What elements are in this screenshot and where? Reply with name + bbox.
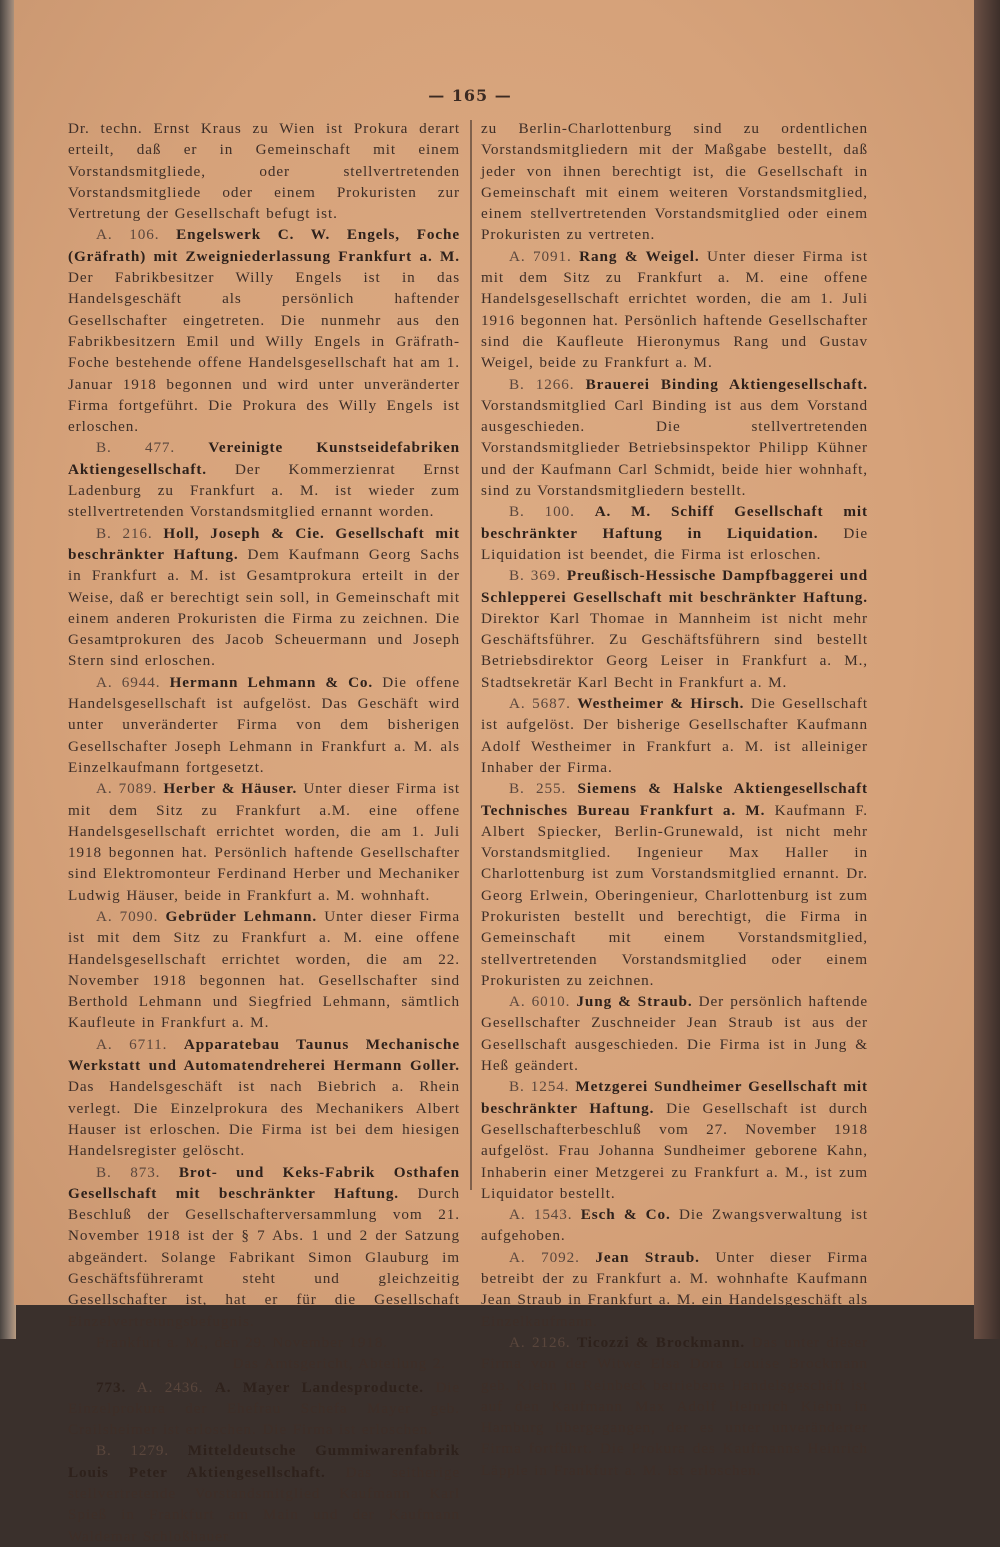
register-entry [481,501,868,565]
entry-text: Dr. techn. Ernst Kraus zu Wien ist Prokura derart erteilt, daß er in Gemeinschaft mit einem Vorstandsmitgliede, oder stellvertretenden Vorstandsmitgliede oder einem Prokuristen zur Vertretung der Gesellschaft befugt ist. [68,120,460,223]
entry-text: Vorstandsmitglied Carl Binding ist aus dem Vorstand ausgeschieden. Die stellvertretenden Vorstandsmitglieder Betriebsinspektor Philipp Kühner und der Kaufmann Carl Schmidt, beide hier wohnhaft, sind zu Vorstandsmitgliedern bestellt. [481,396,868,500]
register-entry [68,672,460,778]
entry-text: Die Gesellschaft ist aufgelöst. Der bisherige Gesellschafter Kaufmann Adolf Westheimer in Frankfurt a. M. ist alleiniger Inhaber der Firma. [481,695,869,776]
register-reference: B. 216. [96,524,153,542]
book-cover-edge [974,0,1000,1339]
register-entry [68,1162,460,1332]
firm-name: Brauerei Binding Aktiengesellschaft. [585,375,868,393]
register-reference: B. 1279. [96,1442,170,1460]
register-reference: A. 6944. [96,673,161,691]
register-reference: A. 7090. [96,907,159,925]
entry-text: Direktor Karl Thomae in Mannheim ist nicht mehr Geschäftsführer. Zu Geschäftsführern sind bestellt Betriebsdirektor Georg Leiser in Frankfurt a. M., Stadtsekretär Karl Becht in Frankfurt a. M. [481,609,868,691]
firm-name: Metzgerei Sundheimer Gesellschaft mit beschränkter Haftung. [481,1078,868,1117]
register-entry [481,693,868,778]
register-reference: A. 6711. [96,1035,168,1053]
entry-text: Das seitherige stellvertretende Vorstandsmitglied Kaufmann Karl Spieß in Frankfurt am Main und der Kaufmann Waldemar Schloßhauer [68,1463,460,1545]
entry-text: Dem Kaufmann Georg Sachs in Frankfurt a. M. ist Gesamtprokura erteilt in der Weise, daß er berechtigt sein soll, in Gemeinschaft mit einem anderen Prokuristen die Firma zu zeichnen. Die Gesamtprokuren des Jacob Scheuermann und Joseph Stern sind erloschen. [68,545,460,670]
firm-name: Herber & Häuser. [163,780,298,798]
register-entry [481,991,868,1076]
register-entry [481,1076,868,1204]
page-number: — 165 — [428,86,512,105]
entry-text: Das Handelsgeschäft ist nach Biebrich a. Rhein verlegt. Die Einzelprokura des Mechanikers Albert Hauser ist erloschen. Die Firma ist bei dem hiesigen Handelsregister gelöscht. [68,1078,460,1160]
register-reference: B. 255. [509,780,567,798]
firm-name: Holl, Joseph & Cie. Gesellschaft mit beschränkter Haftung. [68,524,460,563]
firm-name: Preußisch-Hessische Dampfbaggerei und Schlepperei Gesellschaft mit beschränkter Haftung. [481,567,868,606]
firm-name: Esch & Co. [580,1206,671,1224]
register-reference: A. 2126. [509,1333,571,1351]
firm-name: Jung & Straub. [576,993,693,1011]
firm-name: Ticozzi & Brockmann. [577,1333,746,1351]
firm-name: Apparatebau Taunus Mechanische Werkstatt und Automatendreherei Hermann Goller. [68,1035,460,1075]
register-entry [68,1377,460,1441]
register-entry [68,523,460,672]
entry-text: Unter dieser Firma ist mit dem Sitz zu Frankfurt a. M. eine offene Handelsgesellschaft errichtet worden, die am 22. November 1918 begonnen hat. Gesellschafter sind Berthold Lehmann und Siegfried Lehmann, sämtlich Kaufleute in Frankfurt a. M. [68,907,460,1032]
entry-text: Unter dieser Firma ist mit dem Sitz zu Frankfurt a. M. eine offene Handelsgesellschaft errichtet worden, die am 1. Juli 1916 begonnen hat. Persönlich haftende Gesellschafter sind die Kaufleute Hieronymus Rang und Gustav Weigel, beide zu Frankfurt a. M. [481,247,868,372]
entry-text: Kaufmann F. Albert Spiecker, Berlin-Grunewald, ist nicht mehr Vorstandsmitglied. Ingenieur Max Haller in Charlottenburg ist zum Vorstandsmitglied ernannt. Dr. Georg Erlwein, Oberingenieur, Charlottenburg ist zum Prokuristen bestellt und berechtigt, die Firma in Gemeinschaft mit einem Vorstandsmitglied, stellvertretenden Vorstandsmitglied oder einem Prokuristen zu zeichnen. [481,801,868,989]
register-entry [68,778,460,906]
firm-name: Engelswerk C. W. Engels, Foche (Gräfrath) mit Zweigniederlassung Frankfurt a. M. [68,226,460,265]
firm-name: A. Mayer Landesproducte. [214,1378,424,1396]
right-column [481,118,868,1481]
register-entry [481,1204,868,1247]
register-reference: B. 1266. [509,375,575,393]
firm-name: Hermann Lehmann & Co. [169,673,374,691]
register-entry [481,374,868,502]
register-entry [68,118,460,224]
entry-number: 773. [96,1378,127,1396]
firm-name: Gebrüder Lehmann. [165,907,318,925]
register-entry [68,1034,460,1162]
entry-text: Die Einzelprokura der Ehefrau Schefa Mayer geb. Crailsheimer ist erloschen. Die Firma ist erloschen. [68,1378,461,1439]
register-entry [481,1247,868,1332]
register-reference: A. 7092. [509,1248,580,1266]
entry-text: Die Liquidation ist beendet, die Firma ist erloschen. [481,524,868,563]
firm-name: Siemens & Halske Aktiengesellschaft Technisches Bureau Frankfurt a. M. [481,780,868,819]
register-reference: A. 1543. [509,1206,573,1224]
firm-name: Westheimer & Hirsch. [577,695,745,713]
register-reference: A. 7089. [96,780,158,798]
entry-text: Unter dieser Firma ist mit dem Sitz zu Frankfurt a.M. eine offene Handelsgesellschaft errichtet worden, die am 1. Juli 1918 begonnen hat. Persönlich haftende Gesellschafter sind Elektromonteur Ferdinand Herber und Mechaniker Ludwig Häuser, beide in Frankfurt a. M. wohnhaft. [68,780,460,904]
dateline: Frankfurt a. M., den 29. November 1918. [96,1333,389,1351]
entry-text: Die Zwangsverwaltung ist aufgehoben. [481,1206,868,1245]
firm-name: Rang & Weigel. [579,247,700,265]
register-reference: B. 369. [509,567,561,585]
court-signature: Das Amtsgericht, Abteilung 2. [232,1355,446,1373]
firm-name: Vereinigte Kunstseidefabriken Aktiengesellschaft. [68,439,460,478]
register-reference: A. 2436. [136,1378,204,1396]
entry-text: Der Kommerzienrat Ernst Ladenburg zu Frankfurt a. M. ist wieder zum stellvertretenden Vorstandsmitglied ernannt worden. [68,460,460,521]
register-entry [68,906,460,1034]
register-reference: A. 6010. [509,993,571,1011]
register-entry [481,778,868,991]
register-entry [481,565,868,693]
entry-text: Durch Beschluß der Gesellschafterversammlung vom 21. November 1918 ist der § 7 Abs. 1 und 2 der Satzung abgeändert. Solange Fabrikant Simon Glauburg im Geschäftsführeramt steht und gleichzeitig Gesellschafter ist, hat er für die Gesellschaft Einzelvertretungsbefugnis. [68,1184,460,1330]
column-divider [470,120,472,1190]
firm-name: A. M. Schiff Gesellschaft mit beschränkter Haftung in Liquidation. [481,503,868,542]
entry-text: Das unter dieser Firma von der Witwe Elsa Dora Louise Brockmann geb. Kiehn in Reinbeck betriebene Handelsgeschäft ist auf den Kaufmann Max Adolf Heinrich Kiehn in Hamburg übergegangen, der es unter unveränderter Firma fortführt. Die Prokura des Kaufmanns Heinrich Läpple in Frankfurt a. M. ist erloschen. [481,1333,869,1479]
entry-text: Die Gesellschaft ist durch Gesellschafterbeschluß vom 27. November 1918 aufgelöst. Frau Johanna Sundheimer geborene Kahn, Inhaberin einer Metzgerei zu Frankfurt a. M., ist zum Liquidator bestellt. [481,1099,868,1202]
firm-name: Mitteldeutsche Gummiwarenfabrik Louis Peter Aktiengesellschaft. [68,1442,460,1481]
register-entry [68,437,460,522]
register-reference: B. 873. [96,1163,161,1181]
register-entry [481,118,868,246]
register-reference: A. 106. [96,226,160,244]
entry-text: Unter dieser Firma betreibt der zu Frankfurt a. M. wohnhafte Kaufmann Jean Straub in Frankfurt a. M. ein Handelsgeschäft als Einzelkaufmann. [481,1248,868,1330]
entry-text: Der persönlich haftende Gesellschafter Zuschneider Jean Straub ist aus der Gesellschaft ausgeschieden. Die Firma ist in Jung & Heß geändert. [481,993,869,1075]
register-entry [68,1440,460,1546]
entry-text: Der Fabrikbesitzer Willy Engels ist in das Handelsgeschäft als persönlich haftender Gesellschafter eingetreten. Die nunmehr aus den Fabrikbesitzern Emil und Willy Engels in Gräfrath-Foche bestehende offene Handelsgesellschaft hat am 1. Januar 1918 begonnen und wird unter unveränderter Firma fortgeführt. Die Prokura des Willy Engels ist erloschen. [68,269,460,436]
firm-name: Brot- und Keks-Fabrik Osthafen Gesellschaft mit beschränkter Haftung. [68,1163,461,1202]
left-column [68,118,460,1547]
register-reference: B. 477. [96,439,176,457]
register-entry [481,1332,868,1481]
entry-text: zu Berlin-Charlottenburg sind zu ordentlichen Vorstandsmitgliedern mit der Maßgabe bestellt, daß jeder von ihnen berechtigt ist, die Gesellschaft in Gemeinschaft mit einem weiteren Vorstandsmitglied, einem stellvertretenden Vorstandsmitglied oder einem Prokuristen zu vertreten. [481,120,868,244]
register-entry [68,224,460,437]
register-reference: A. 7091. [509,247,572,265]
entry-text: Die offene Handelsgesellschaft ist aufgelöst. Das Geschäft wird unter unveränderter Firma von dem bisherigen Gesellschafter Joseph Lehmann in Frankfurt a. M. als Einzelkaufmann fortgesetzt. [68,673,460,776]
register-reference: B. 100. [509,503,575,521]
firm-name: Jean Straub. [595,1248,700,1266]
register-reference: A. 5687. [509,695,571,713]
register-entry [481,246,868,374]
register-reference: B. 1254. [509,1078,570,1096]
